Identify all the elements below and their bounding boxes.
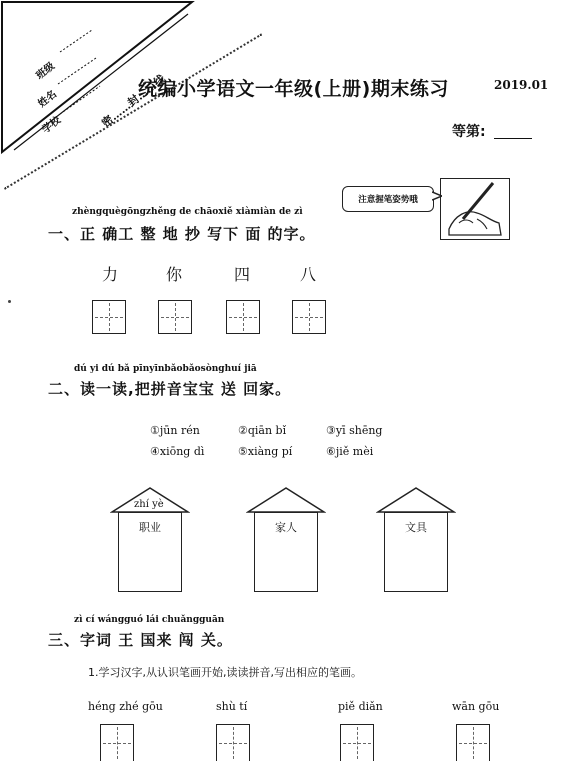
section1-title: 一、正 确工 整 地 抄 写下 面 的字。 (48, 225, 316, 243)
pinyin-option-5: ⑤xiàng pí (238, 445, 293, 458)
writing-grid-3[interactable] (226, 300, 260, 334)
stroke-grid-2[interactable] (216, 724, 250, 761)
name-label: 姓名 (36, 88, 59, 110)
stroke-pinyin-1: héng zhé gōu (88, 700, 163, 713)
stroke-grid-3[interactable] (340, 724, 374, 761)
char-ni: 你 (166, 265, 183, 284)
house-roof-2 (246, 486, 326, 514)
stroke-pinyin-4: wān gōu (452, 700, 500, 713)
section3-pinyin: zì cí wángguó lái chuǎngguān (74, 615, 225, 625)
writing-grid-2[interactable] (158, 300, 192, 334)
house1-pinyin: zhí yè (134, 499, 164, 510)
section3-instruction: 1.学习汉字,从认识笔画开始,读读拼音,写出相应的笔画。 (88, 666, 362, 679)
section2-title: 二、读一读,把拼音宝宝 送 回家。 (48, 380, 292, 398)
house3-label: 文具 (405, 521, 427, 534)
pinyin-option-4: ④xiōng dì (150, 445, 205, 458)
grade-blank[interactable] (494, 138, 532, 139)
house2-label: 家人 (275, 521, 297, 534)
section2-pinyin: dú yi dú bǎ pīnyīnbǎobǎosònghuí jiā (74, 364, 257, 374)
char-li: 力 (102, 265, 119, 284)
stroke-grid-4[interactable] (456, 724, 490, 761)
house1-label: 职业 (139, 521, 161, 534)
writing-grid-4[interactable] (292, 300, 326, 334)
stroke-grid-1[interactable] (100, 724, 134, 761)
pinyin-option-3: ③yī shēng (326, 424, 383, 437)
stray-dot (8, 300, 11, 303)
school-label: 学校 (40, 114, 63, 136)
house-2[interactable] (254, 512, 318, 592)
section1-pinyin: zhèngquègōngzhěng de chāoxiě xiàmiàn de zì (72, 207, 303, 217)
stroke-pinyin-3: piě diǎn (338, 700, 383, 713)
page-title: 统编小学语文一年级(上册)期末练习 (138, 78, 449, 100)
pen-grip-tip-bubble: 注意握笔姿势哦 (342, 186, 434, 212)
grade-label: 等第: (452, 124, 486, 140)
pinyin-option-2: ②qiān bǐ (238, 424, 287, 437)
char-si: 四 (234, 265, 251, 284)
pinyin-option-6: ⑥jiě mèi (326, 445, 374, 458)
hand-holding-pencil-icon (441, 179, 508, 238)
house-1[interactable] (118, 512, 182, 592)
pinyin-option-1: ①jūn rén (150, 424, 200, 437)
seal-line-text: 密……封……线 (99, 72, 168, 130)
pen-grip-illustration (440, 178, 510, 240)
class-label: 班级 (34, 60, 57, 82)
char-ba: 八 (300, 265, 317, 284)
section3-title: 三、字词 王 国来 闯 关。 (48, 631, 233, 649)
house-roof-3 (376, 486, 456, 514)
exam-date: 2019.01 (494, 78, 549, 92)
writing-grid-1[interactable] (92, 300, 126, 334)
stroke-pinyin-2: shù tí (216, 700, 248, 713)
house-3[interactable] (384, 512, 448, 592)
